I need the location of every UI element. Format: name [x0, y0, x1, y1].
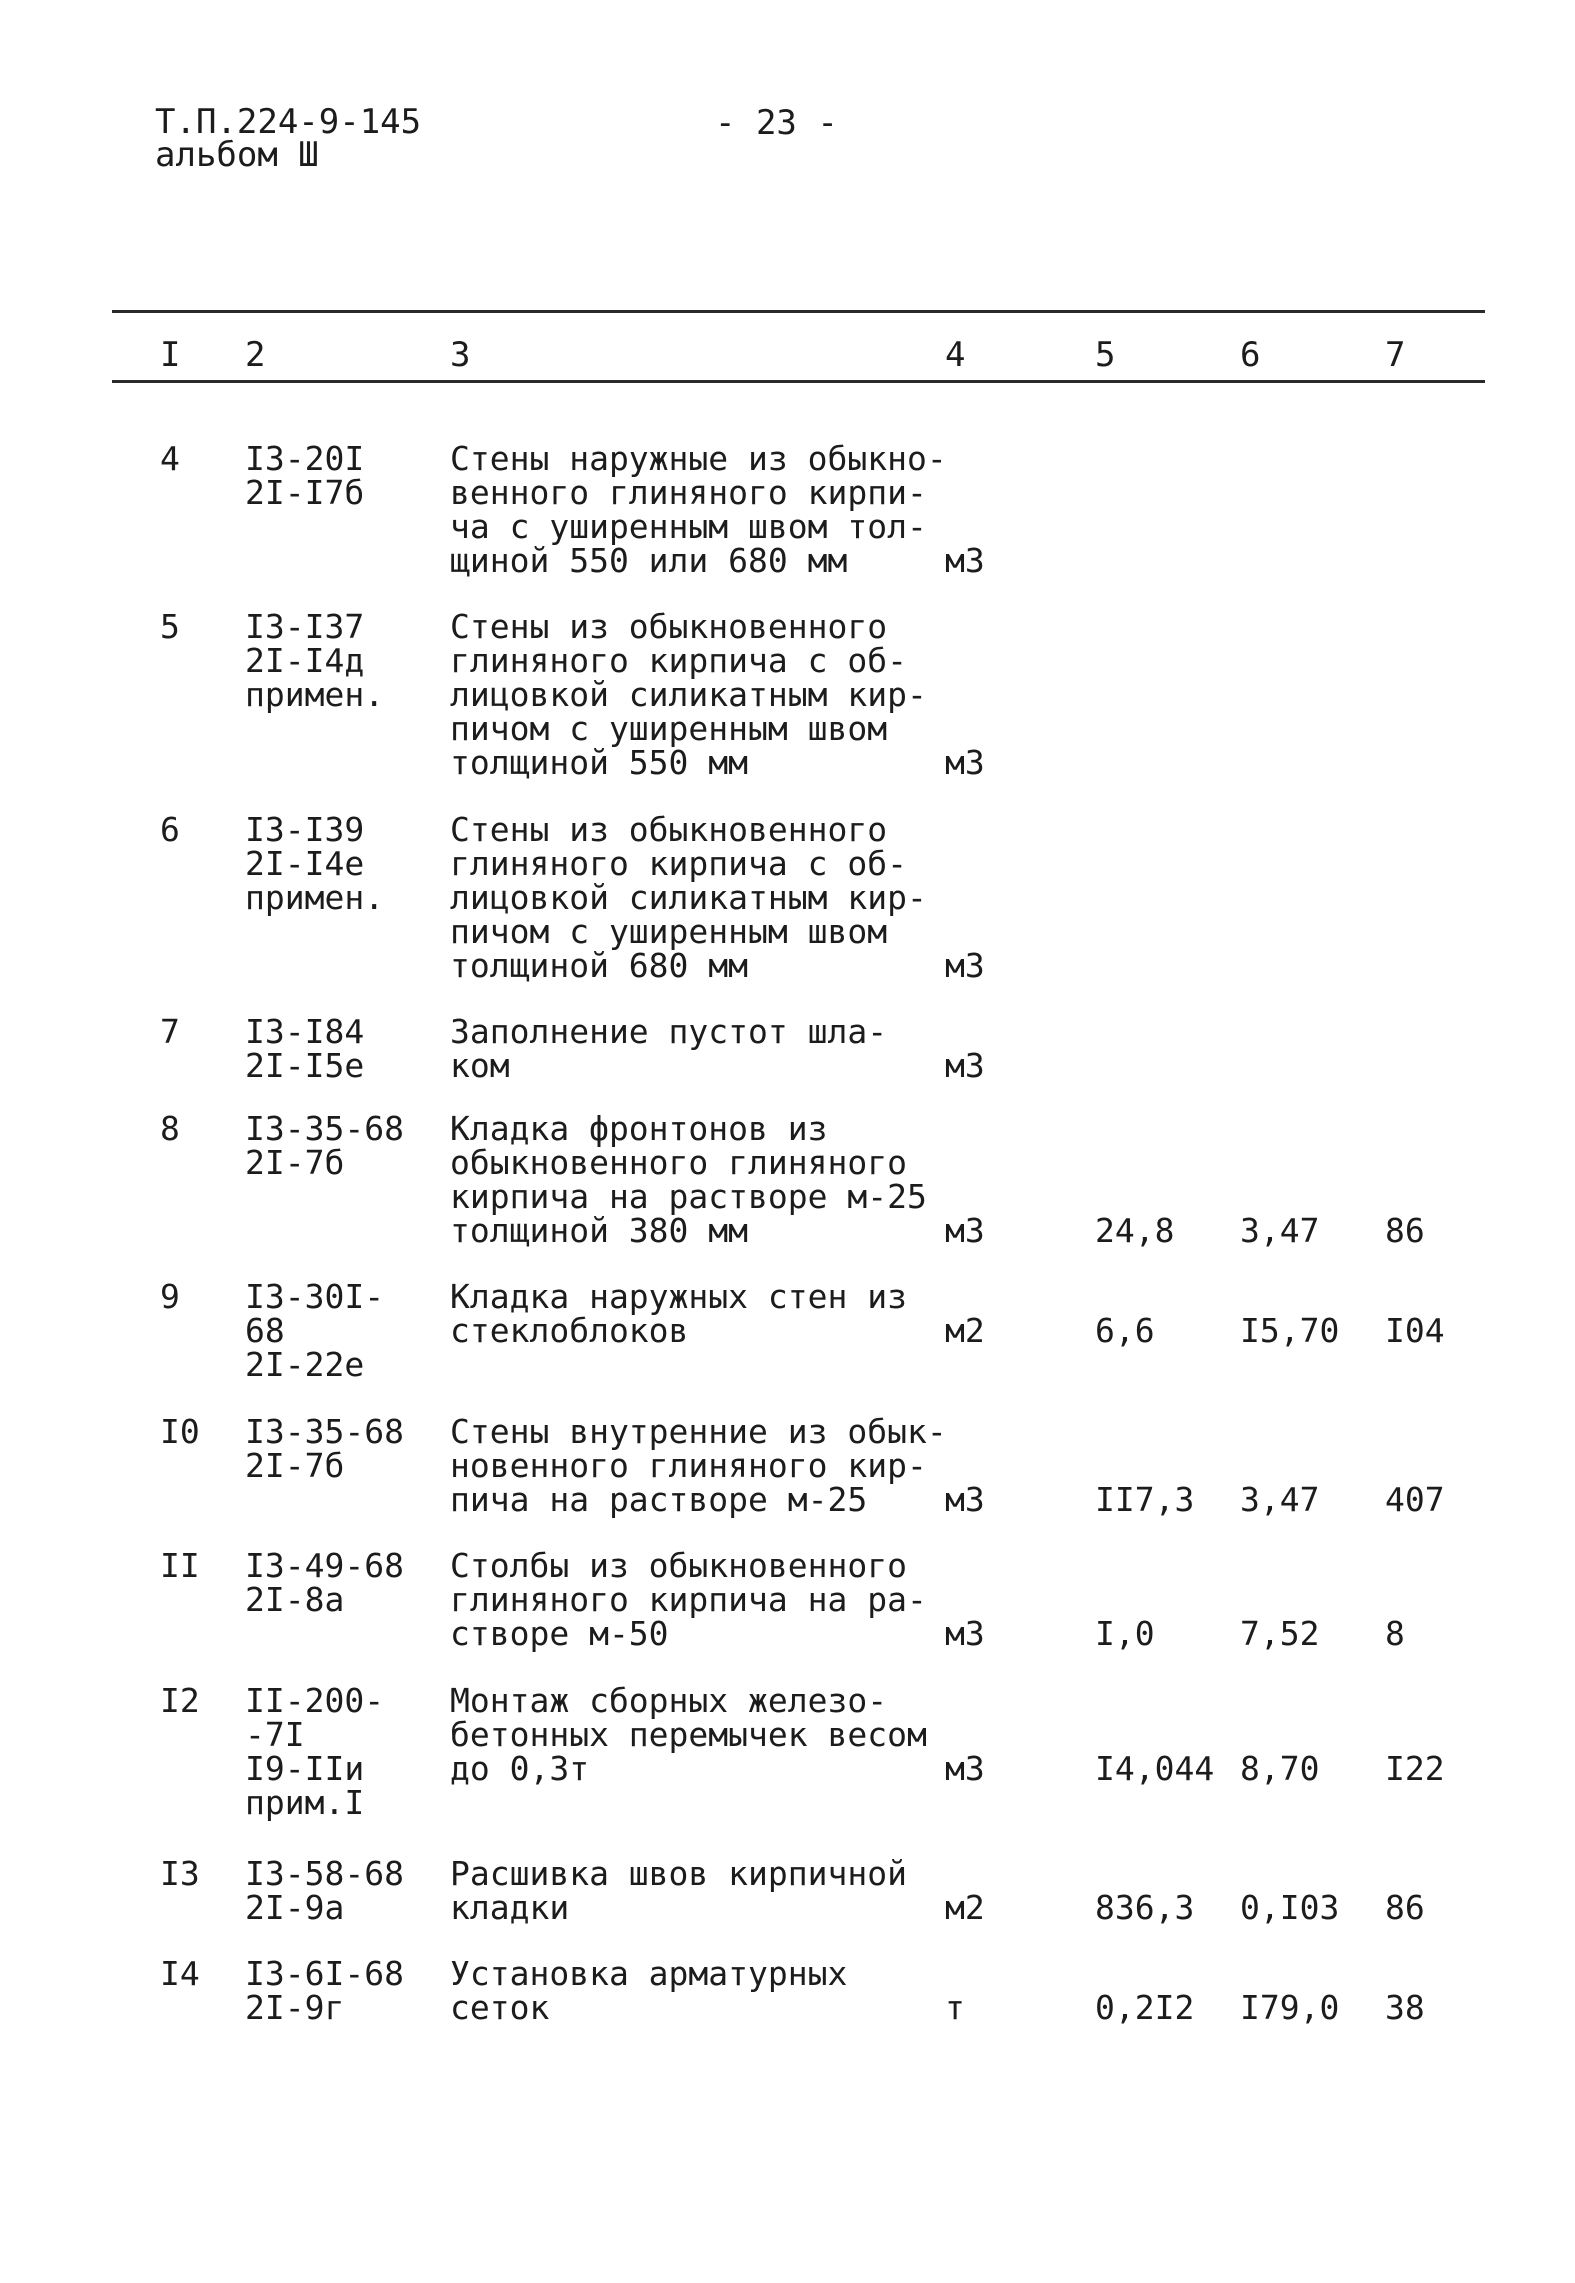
unit-cell: м3	[945, 1046, 985, 1085]
norm-reference	[245, 1012, 365, 1085]
work-description-line: Заполнение пустот шла-	[450, 1012, 888, 1051]
column-header: 7	[1385, 335, 1406, 375]
work-description-line: глиняного кирпича на ра-	[450, 1580, 927, 1619]
norm-reference-line: I3-30I-	[245, 1277, 385, 1316]
norm-reference-line: I3-58-68	[245, 1854, 404, 1893]
norm-reference-line: II-200-	[245, 1681, 385, 1720]
quantity-cell: II7,3	[1095, 1480, 1195, 1519]
work-description-line: толщиной 680 мм	[450, 946, 749, 985]
norm-reference	[245, 1854, 404, 1927]
row-number: 9	[160, 1277, 180, 1316]
row-number: 5	[160, 607, 180, 646]
norm-reference-line: 2I-9г	[245, 1988, 345, 2027]
norm-reference	[245, 607, 385, 714]
work-description-line: Кладка фронтонов из	[450, 1109, 828, 1148]
work-description	[450, 1854, 907, 1927]
work-description-line: ча с уширенным швом тол-	[450, 507, 927, 546]
work-description-line: Установка арматурных	[450, 1954, 848, 1993]
unit-cell: м3	[945, 1749, 985, 1788]
total-cell: 407	[1385, 1480, 1445, 1519]
work-description-line: глиняного кирпича с об-	[450, 844, 907, 883]
work-description-line: Стены из обыкновенного	[450, 810, 888, 849]
project-code: Т.П.224-9-145	[155, 102, 422, 142]
norm-reference-line: примен.	[245, 675, 385, 714]
quantity-cell: I,0	[1095, 1614, 1155, 1653]
norm-reference-line: I3-I37	[245, 607, 365, 646]
work-description-line: глиняного кирпича с об-	[450, 641, 907, 680]
quantity-cell: I4,044	[1095, 1749, 1215, 1788]
quantity-cell: 24,8	[1095, 1211, 1175, 1250]
total-cell: 86	[1385, 1211, 1425, 1250]
work-description-line: Стены из обыкновенного	[450, 607, 888, 646]
row-number: I2	[160, 1681, 200, 1720]
quantity-cell: 6,6	[1095, 1311, 1155, 1350]
norm-reference	[245, 1954, 404, 2027]
row-number: I0	[160, 1412, 200, 1451]
norm-reference-line: 2I-7б	[245, 1143, 345, 1182]
work-description-line: Столбы из обыкновенного	[450, 1546, 907, 1585]
norm-reference-line: I3-20I	[245, 439, 365, 478]
row-number: 4	[160, 439, 180, 478]
column-header: 6	[1240, 335, 1261, 375]
unit-price-cell: 3,47	[1240, 1211, 1320, 1250]
work-description	[450, 810, 927, 985]
album-label: альбом Ш	[155, 135, 319, 175]
work-description-line: лицовкой силикатным кир-	[450, 878, 927, 917]
norm-reference-line: 2I-7б	[245, 1446, 345, 1485]
total-cell: I04	[1385, 1311, 1445, 1350]
norm-reference-line: I9-IIи	[245, 1749, 365, 1788]
column-header: 3	[450, 335, 471, 375]
work-description-line: створе м-50	[450, 1614, 669, 1653]
work-description-line: Стены внутренние из обык-	[450, 1412, 947, 1451]
unit-cell: м2	[945, 1888, 985, 1927]
work-description-line: Стены наружные из обыкно-	[450, 439, 947, 478]
work-description-line: ком	[450, 1046, 510, 1085]
unit-cell: т	[945, 1988, 965, 2027]
work-description	[450, 1109, 927, 1250]
quantity-cell: 836,3	[1095, 1888, 1195, 1927]
work-description-line: Кладка наружных стен из	[450, 1277, 907, 1316]
work-description	[450, 439, 947, 580]
work-description	[450, 1012, 888, 1085]
work-description	[450, 1412, 947, 1519]
norm-reference-line: I3-35-68	[245, 1109, 404, 1148]
total-cell: 8	[1385, 1614, 1405, 1653]
column-header: 4	[945, 335, 966, 375]
unit-cell: м3	[945, 743, 985, 782]
norm-reference	[245, 1277, 385, 1384]
row-number: 6	[160, 810, 180, 849]
norm-reference-line: 2I-I4е	[245, 844, 365, 883]
norm-reference-line: -7I	[245, 1715, 305, 1754]
work-description-line: обыкновенного глиняного	[450, 1143, 907, 1182]
unit-price-cell: 7,52	[1240, 1614, 1320, 1653]
norm-reference-line: 2I-I5е	[245, 1046, 365, 1085]
norm-reference-line: 2I-I4д	[245, 641, 365, 680]
norm-reference	[245, 1412, 404, 1485]
column-header: 2	[245, 335, 266, 375]
norm-reference-line: I3-35-68	[245, 1412, 404, 1451]
work-description-line: пичом с уширенным швом	[450, 709, 888, 748]
total-cell: 38	[1385, 1988, 1425, 2027]
unit-cell: м3	[945, 946, 985, 985]
work-description-line: пича на растворе м-25	[450, 1480, 868, 1519]
work-description	[450, 607, 927, 782]
total-cell: I22	[1385, 1749, 1445, 1788]
work-description-line: до 0,3т	[450, 1749, 590, 1788]
unit-cell: м3	[945, 1614, 985, 1653]
row-number: I4	[160, 1954, 200, 1993]
work-description-line: лицовкой силикатным кир-	[450, 675, 927, 714]
column-header: 5	[1095, 335, 1116, 375]
unit-price-cell: 0,I03	[1240, 1888, 1340, 1927]
norm-reference-line: 2I-I7б	[245, 473, 365, 512]
row-number: 7	[160, 1012, 180, 1051]
work-description	[450, 1954, 848, 2027]
work-description-line: толщиной 380 мм	[450, 1211, 749, 1250]
row-number: 8	[160, 1109, 180, 1148]
norm-reference-line: I3-I84	[245, 1012, 365, 1051]
unit-cell: м3	[945, 1211, 985, 1250]
work-description-line: сеток	[450, 1988, 550, 2027]
norm-reference-line: I3-6I-68	[245, 1954, 404, 1993]
work-description-line: Расшивка швов кирпичной	[450, 1854, 907, 1893]
work-description-line: щиной 550 или 680 мм	[450, 541, 848, 580]
work-description	[450, 1681, 927, 1788]
norm-reference	[245, 439, 365, 512]
quantity-cell: 0,2I2	[1095, 1988, 1195, 2027]
unit-cell: м2	[945, 1311, 985, 1350]
total-cell: 86	[1385, 1888, 1425, 1927]
norm-reference-line: 2I-9а	[245, 1888, 345, 1927]
work-description-line: толщиной 550 мм	[450, 743, 749, 782]
row-number: I3	[160, 1854, 200, 1893]
column-header: I	[160, 335, 181, 375]
norm-reference-line: 2I-8а	[245, 1580, 345, 1619]
table-top-rule	[112, 310, 1485, 313]
norm-reference	[245, 1681, 385, 1822]
unit-cell: м3	[945, 541, 985, 580]
unit-price-cell: I79,0	[1240, 1988, 1340, 2027]
row-number: II	[160, 1546, 200, 1585]
work-description-line: стеклоблоков	[450, 1311, 689, 1350]
norm-reference	[245, 810, 385, 917]
norm-reference-line: 68	[245, 1311, 285, 1350]
work-description-line: новенного глиняного кир-	[450, 1446, 927, 1485]
work-description-line: кладки	[450, 1888, 570, 1927]
norm-reference	[245, 1546, 404, 1619]
unit-price-cell: I5,70	[1240, 1311, 1340, 1350]
work-description-line: бетонных перемычек весом	[450, 1715, 927, 1754]
norm-reference-line: 2I-22е	[245, 1345, 365, 1384]
norm-reference-line: I3-49-68	[245, 1546, 404, 1585]
work-description-line: венного глиняного кирпи-	[450, 473, 927, 512]
unit-price-cell: 3,47	[1240, 1480, 1320, 1519]
table-header-rule	[112, 380, 1485, 383]
norm-reference-line: I3-I39	[245, 810, 365, 849]
page-number: - 23 -	[715, 103, 838, 143]
unit-cell: м3	[945, 1480, 985, 1519]
norm-reference	[245, 1109, 404, 1182]
norm-reference-line: примен.	[245, 878, 385, 917]
work-description	[450, 1546, 927, 1653]
work-description-line: пичом с уширенным швом	[450, 912, 888, 951]
norm-reference-line: прим.I	[245, 1783, 365, 1822]
work-description-line: кирпича на растворе м-25	[450, 1177, 927, 1216]
work-description-line: Монтаж сборных железо-	[450, 1681, 888, 1720]
work-description	[450, 1277, 907, 1350]
unit-price-cell: 8,70	[1240, 1749, 1320, 1788]
